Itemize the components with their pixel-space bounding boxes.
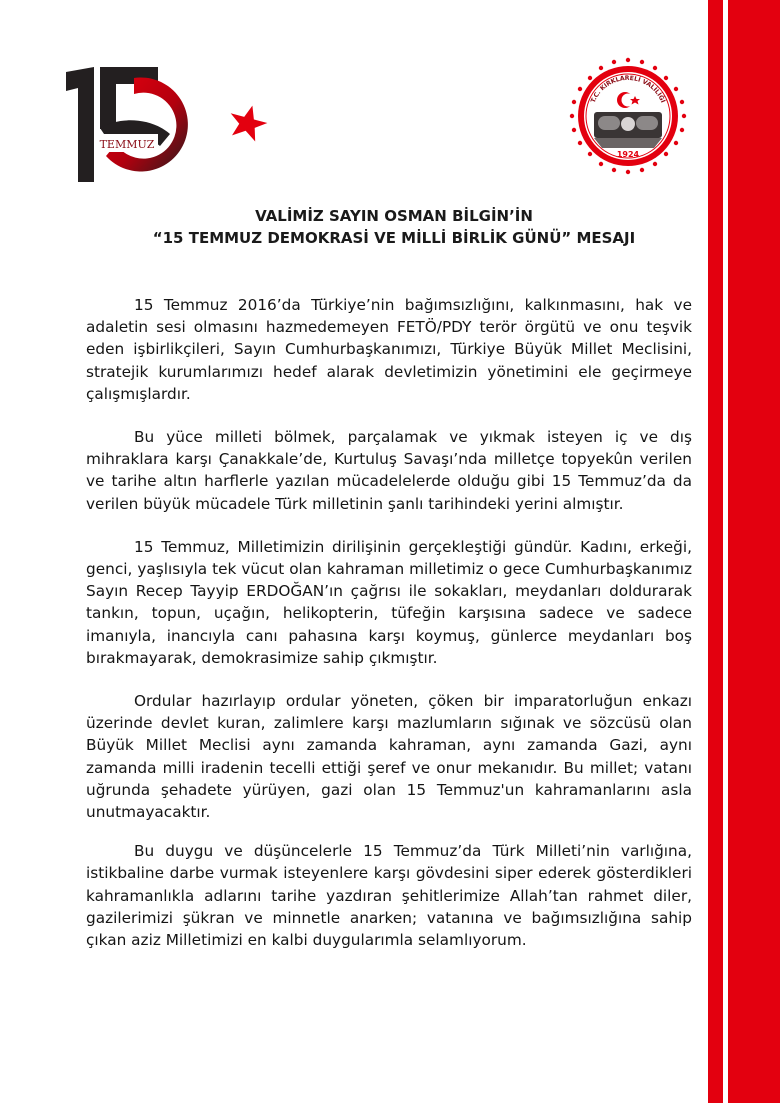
red-side-stripe: [708, 0, 723, 1103]
paragraph-3: 15 Temmuz, Milletimizin dirilişinin gerçekleştiği gündür. Kadını, erkeği, genci, yaşlısıyla tek vücut olan kahraman milletimiz o gece Cumhurbaşkanımız Sayın Recep Tayyip ERDOĞAN’ın çağrısı ile sokakları, meydanları doldurarak tankın, topun, uçağın, helikopterin, tüfeğin karşısına sadece ve sadece imanıyla, inancıyla canı pahasına karşı koymuş, günlerce meydanları boş bırakmayarak, demokrasimize sahip çıkmıştır.: [86, 537, 692, 667]
message-title: [80, 205, 708, 249]
kirklareli-valiligi-seal: [568, 56, 688, 176]
paragraph-2: Bu yüce milleti bölmek, parçalamak ve yıkmak isteyen iç ve dış mihraklara karşı Çanakkale’de, Kurtuluş Savaşı’nda milletçe topyekûn verilen ve tarihe altın harflerle yazılan mücadelelerde olduğu gibi 15 Temmuz’da da verilen büyük mücadele Türk milletinin şanlı tarihindeki yerini almıştır.: [86, 428, 692, 513]
logo-ribbon-text: TEMMUZ: [99, 138, 155, 151]
seal-arc-text: T.C. KIRKLARELİ VALİLİĞİ: [589, 74, 667, 104]
seal-year: 1924: [616, 150, 640, 159]
crescent-star-icon: [225, 101, 271, 144]
red-side-band: [728, 0, 780, 1103]
paragraph-5: Bu duygu ve düşüncelerle 15 Temmuz’da Türk Milleti’nin varlığına, istikbaline darbe vurmak isteyenlere karşı gövdesini siper ederek gösterdikleri kahramanlıkla adlarını tarihe yazdıran şehitlerimize Allah’tan rahmet diler, gazilerimizi şükran ve minnetle anarken; vatanına ve bağımsızlığına sahip çıkan aziz Milletimizi en kalbi duygularımla selamlıyorum.: [86, 842, 692, 950]
logo-15-temmuz: [60, 58, 275, 188]
paragraph-4: Ordular hazırlayıp ordular yöneten, çöken bir imparatorluğun enkazı üzerinde devlet kuran, zalimlere karşı mazlumların sığınak ve sözcüsü olan Büyük Millet Meclisi aynı zamanda kahraman, aynı zamanda Gazi, aynı zamanda milli iradenin tecelli ettiği şeref ve onur mekanıdır. Bu millet; vatanı uğrunda şehadete yürüyen, gazi olan 15 Temmuz'un kahramanlarını asla unutmayacaktır.: [86, 692, 692, 822]
paragraph-1: 15 Temmuz 2016’da Türkiye’nin bağımsızlığını, kalkınmasını, hak ve adaletin sesi olmasını hazmedemeyen FETÖ/PDY terör örgütü ve onu teşvik eden işbirlikçileri, Sayın Cumhurbaşkanımızı, Türkiye Büyük Millet Meclisini, stratejik kurumlarımızı hedef alarak devletimizin yönetimini ele geçirmeye çalışmışlardır.: [86, 296, 692, 403]
logo-digit-one: [66, 67, 94, 182]
message-body: [86, 294, 692, 951]
title-line-1: VALİMİZ SAYIN OSMAN BİLGİN’İN: [255, 207, 533, 225]
title-line-2: “15 TEMMUZ DEMOKRASİ VE MİLLİ BİRLİK GÜNÜ” MESAJI: [152, 229, 636, 247]
